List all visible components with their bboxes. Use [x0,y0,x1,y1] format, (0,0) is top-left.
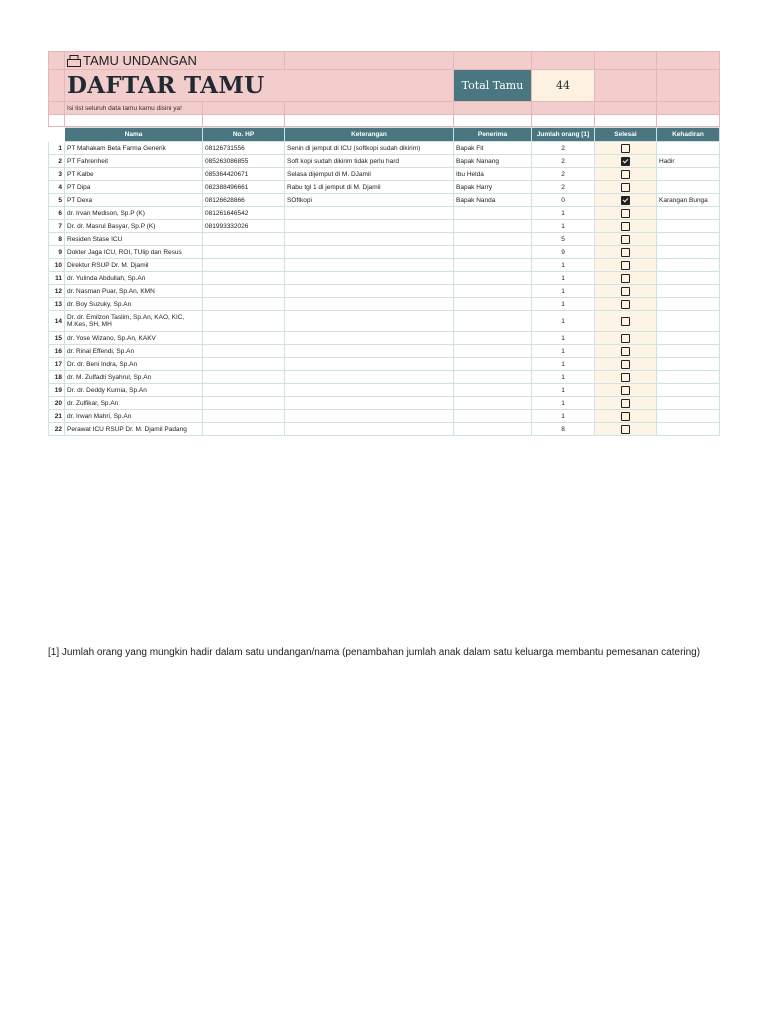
cell-no-hp[interactable] [203,384,285,397]
selesai-checkbox[interactable] [621,360,630,369]
cell-selesai [595,423,657,436]
row-number: 2 [49,155,65,168]
cell-nama[interactable]: dr. Nasman Puar, Sp.An, KMN [65,285,203,298]
cell-selesai [595,410,657,423]
cell-selesai [595,285,657,298]
cell-penerima[interactable] [454,358,532,371]
row-number: 17 [49,358,65,371]
cell-nama[interactable]: Dr. dr. Beni Indra, Sp.An [65,358,203,371]
table-row [49,332,720,345]
cell-keterangan[interactable] [285,311,454,332]
table-row [49,194,720,207]
cell-kehadiran[interactable] [657,272,720,285]
row-number: 12 [49,285,65,298]
row-number: 9 [49,246,65,259]
cell-penerima[interactable] [454,397,532,410]
cell-kehadiran[interactable] [657,298,720,311]
cell-selesai [595,371,657,384]
selesai-checkbox[interactable] [621,287,630,296]
column-header-kehadiran[interactable]: Kehadiran [657,128,720,142]
row-number: 21 [49,410,65,423]
cell-jumlah-orang[interactable]: 1 [532,358,595,371]
cell-selesai [595,207,657,220]
table-header-row [49,128,720,142]
table-row [49,220,720,233]
cell-keterangan[interactable] [285,259,454,272]
table-row [49,397,720,410]
cell-nama[interactable]: PT Mahakam Beta Farma Generik [65,142,203,155]
cell-keterangan[interactable] [285,423,454,436]
row-number: 11 [49,272,65,285]
cell-keterangan[interactable] [285,410,454,423]
cell-no-hp[interactable] [203,272,285,285]
cell-jumlah-orang[interactable]: 1 [532,345,595,358]
cell-penerima[interactable] [454,220,532,233]
cell-no-hp[interactable] [203,233,285,246]
row-number: 15 [49,332,65,345]
cell-penerima[interactable]: Bapak Nanang [454,155,532,168]
cell-keterangan[interactable] [285,207,454,220]
header-grid [48,51,720,127]
selesai-checkbox[interactable] [621,386,630,395]
table-row [49,207,720,220]
cell-selesai [595,345,657,358]
cell-jumlah-orang[interactable]: 1 [532,220,595,233]
cell-selesai [595,298,657,311]
total-tamu-value[interactable]: 44 [532,70,595,102]
cell-keterangan[interactable]: Soft kopi sudah dikirim tidak perlu hard [285,155,454,168]
selesai-checkbox[interactable] [621,209,630,218]
cell-penerima[interactable] [454,345,532,358]
cell-no-hp[interactable]: 081993332026 [203,220,285,233]
cell-no-hp[interactable]: 081261646542 [203,207,285,220]
cell-nama[interactable]: PT Dexa [65,194,203,207]
selesai-checkbox[interactable] [621,373,630,382]
cell-kehadiran[interactable]: Karangan Bunga [657,194,720,207]
cell-no-hp[interactable]: 08126628866 [203,194,285,207]
row-number: 22 [49,423,65,436]
cell-keterangan[interactable] [285,298,454,311]
row-number: 1 [49,142,65,155]
cell-no-hp[interactable] [203,371,285,384]
selesai-checkbox[interactable] [621,157,630,166]
selesai-checkbox[interactable] [621,196,630,205]
selesai-checkbox[interactable] [621,399,630,408]
cell-kehadiran[interactable] [657,142,720,155]
cell-kehadiran[interactable] [657,233,720,246]
cell-selesai [595,246,657,259]
table-row [49,298,720,311]
column-header-no-hp[interactable]: No. HP [203,128,285,142]
cell-jumlah-orang[interactable]: 1 [532,285,595,298]
cell-jumlah-orang[interactable]: 1 [532,311,595,332]
table-row [49,345,720,358]
cell-penerima[interactable] [454,246,532,259]
footnote: [1] Jumlah orang yang mungkin hadir dalam satu undangan/nama (penambahan jumlah anak dalam satu keluarga membantu pemesanan catering) [48,647,701,658]
cell-selesai [595,220,657,233]
cell-nama[interactable]: Dr. dr. Emilzon Taslim, Sp.An, KAO, KIC, M.Kes, SH, MH [65,311,203,332]
cell-no-hp[interactable] [203,397,285,410]
cell-jumlah-orang[interactable]: 1 [532,272,595,285]
table-row [49,168,720,181]
table-row [49,233,720,246]
cell-selesai [595,358,657,371]
cell-nama[interactable]: Direktur RSUP Dr. M. Djamil [65,259,203,272]
selesai-checkbox[interactable] [621,235,630,244]
guest-table [48,127,720,436]
cell-penerima[interactable] [454,332,532,345]
row-number: 6 [49,207,65,220]
cell-nama[interactable]: Dr. dr. Deddy Kurnia, Sp.An [65,384,203,397]
cell-nama[interactable]: PT Fahrenheit [65,155,203,168]
table-row [49,285,720,298]
page-title: DAFTAR TAMU [65,70,454,102]
cell-jumlah-orang[interactable]: 1 [532,371,595,384]
cell-keterangan[interactable] [285,397,454,410]
selesai-checkbox[interactable] [621,317,630,326]
cell-no-hp[interactable] [203,332,285,345]
table-row [49,311,720,332]
cell-kehadiran[interactable] [657,207,720,220]
cell-no-hp[interactable] [203,311,285,332]
cell-selesai [595,168,657,181]
cell-kehadiran[interactable] [657,259,720,272]
table-row [49,371,720,384]
cell-penerima[interactable] [454,285,532,298]
printer-icon [67,55,81,67]
cell-penerima[interactable] [454,410,532,423]
cell-kehadiran[interactable]: Hadir [657,155,720,168]
cell-kehadiran[interactable] [657,168,720,181]
selesai-checkbox[interactable] [621,248,630,257]
table-row [49,259,720,272]
cell-no-hp[interactable] [203,298,285,311]
cell-jumlah-orang[interactable]: 5 [532,233,595,246]
cell-keterangan[interactable] [285,272,454,285]
cell-penerima[interactable]: Ibu Helda [454,168,532,181]
cell-no-hp[interactable] [203,345,285,358]
cell-penerima[interactable] [454,371,532,384]
cell-selesai [595,142,657,155]
selesai-checkbox[interactable] [621,183,630,192]
cell-penerima[interactable]: Bapak Fit [454,142,532,155]
cell-no-hp[interactable] [203,246,285,259]
cell-jumlah-orang[interactable]: 1 [532,410,595,423]
cell-keterangan[interactable] [285,246,454,259]
cell-selesai [595,397,657,410]
cell-selesai [595,233,657,246]
selesai-checkbox[interactable] [621,300,630,309]
cell-keterangan[interactable]: SOftkopi [285,194,454,207]
selesai-checkbox[interactable] [621,170,630,179]
cell-no-hp[interactable] [203,285,285,298]
table-row [49,181,720,194]
row-number: 18 [49,371,65,384]
cell-kehadiran[interactable] [657,181,720,194]
cell-keterangan[interactable] [285,345,454,358]
row-number: 10 [49,259,65,272]
cell-jumlah-orang[interactable]: 2 [532,155,595,168]
cell-nama[interactable]: dr. Boy Suzuky, Sp.An [65,298,203,311]
cell-selesai [595,311,657,332]
cell-penerima[interactable] [454,298,532,311]
cell-jumlah-orang[interactable]: 8 [532,423,595,436]
selesai-checkbox[interactable] [621,334,630,343]
selesai-checkbox[interactable] [621,412,630,421]
selesai-checkbox[interactable] [621,222,630,231]
cell-jumlah-orang[interactable]: 2 [532,168,595,181]
cell-no-hp[interactable]: 085364420671 [203,168,285,181]
row-number: 8 [49,233,65,246]
row-number: 7 [49,220,65,233]
cell-kehadiran[interactable] [657,371,720,384]
row-number: 4 [49,181,65,194]
cell-no-hp[interactable] [203,259,285,272]
cell-nama[interactable]: dr. Yulinda Abdullah, Sp.An [65,272,203,285]
selesai-checkbox[interactable] [621,347,630,356]
cell-keterangan[interactable]: Selasa dijemput di M. DJamil [285,168,454,181]
cell-penerima[interactable] [454,311,532,332]
cell-jumlah-orang[interactable]: 1 [532,332,595,345]
cell-selesai [595,332,657,345]
cell-kehadiran[interactable] [657,358,720,371]
cell-nama[interactable]: Dokter Jaga ICU, ROI, TUlip dan Resus [65,246,203,259]
cell-kehadiran[interactable] [657,311,720,332]
cell-keterangan[interactable] [285,384,454,397]
sheet-label-text: TAMU UNDANGAN [83,53,197,68]
selesai-checkbox[interactable] [621,274,630,283]
total-tamu-label: Total Tamu [454,70,532,102]
cell-jumlah-orang[interactable]: 0 [532,194,595,207]
cell-nama[interactable]: Dr. dr. Masrul Basyar, Sp.P (K) [65,220,203,233]
spreadsheet [48,51,719,436]
cell-nama[interactable]: PT Kalbe [65,168,203,181]
cell-keterangan[interactable] [285,220,454,233]
table-row [49,155,720,168]
table-row [49,272,720,285]
column-header-keterangan[interactable]: Keterangan [285,128,454,142]
column-header-penerima[interactable]: Penerima [454,128,532,142]
cell-nama[interactable]: dr. Zulfikar, Sp.An [65,397,203,410]
cell-penerima[interactable] [454,423,532,436]
table-row [49,384,720,397]
row-number: 13 [49,298,65,311]
cell-kehadiran[interactable] [657,423,720,436]
cell-no-hp[interactable]: 085263086855 [203,155,285,168]
cell-jumlah-orang[interactable]: 1 [532,259,595,272]
column-header-jumlah-orang[interactable]: Jumlah orang [1] [532,128,595,142]
hint-text: Isi list seluruh data tamu kamu disini ya! [65,102,203,115]
row-number: 16 [49,345,65,358]
cell-nama[interactable]: Perawat ICU RSUP Dr. M. Djamil Padang [65,423,203,436]
cell-kehadiran[interactable] [657,397,720,410]
cell-penerima[interactable]: Bapak Nanda [454,194,532,207]
cell-keterangan[interactable]: Rabu tgl 1 di jemput di M. Djamil [285,181,454,194]
cell-nama[interactable]: PT Dipa [65,181,203,194]
cell-jumlah-orang[interactable]: 1 [532,207,595,220]
cell-nama[interactable]: dr. Irwan Mahri, Sp.An [65,410,203,423]
cell-no-hp[interactable]: 08126731556 [203,142,285,155]
cell-keterangan[interactable] [285,233,454,246]
table-row [49,410,720,423]
cell-nama[interactable]: dr. Rinal Effendi, Sp.An [65,345,203,358]
cell-penerima[interactable] [454,272,532,285]
sheet-label [65,52,285,70]
cell-selesai [595,272,657,285]
cell-kehadiran[interactable] [657,332,720,345]
cell-nama[interactable]: dr. Yose Wizano, Sp.An, KAKV [65,332,203,345]
cell-nama[interactable]: dr. Irvan Medison, Sp.P (K) [65,207,203,220]
cell-penerima[interactable] [454,207,532,220]
cell-jumlah-orang[interactable]: 1 [532,384,595,397]
cell-kehadiran[interactable] [657,246,720,259]
cell-kehadiran[interactable] [657,410,720,423]
cell-jumlah-orang[interactable]: 1 [532,397,595,410]
cell-penerima[interactable]: Bapak Harry [454,181,532,194]
column-header-selesai[interactable]: Selesai [595,128,657,142]
cell-penerima[interactable] [454,384,532,397]
row-number: 5 [49,194,65,207]
cell-no-hp[interactable]: 082388496661 [203,181,285,194]
cell-selesai [595,259,657,272]
cell-keterangan[interactable] [285,358,454,371]
cell-kehadiran[interactable] [657,384,720,397]
selesai-checkbox[interactable] [621,261,630,270]
cell-selesai [595,384,657,397]
cell-selesai [595,155,657,168]
table-row [49,142,720,155]
cell-penerima[interactable] [454,259,532,272]
selesai-checkbox[interactable] [621,144,630,153]
cell-no-hp[interactable] [203,410,285,423]
cell-no-hp[interactable] [203,358,285,371]
cell-no-hp[interactable] [203,423,285,436]
selesai-checkbox[interactable] [621,425,630,434]
cell-keterangan[interactable] [285,332,454,345]
cell-jumlah-orang[interactable]: 2 [532,142,595,155]
cell-jumlah-orang[interactable]: 9 [532,246,595,259]
cell-kehadiran[interactable] [657,345,720,358]
table-row [49,358,720,371]
table-row [49,246,720,259]
column-header-nama[interactable]: Nama [65,128,203,142]
row-number: 20 [49,397,65,410]
cell-nama[interactable]: Residen Stase ICU [65,233,203,246]
cell-jumlah-orang[interactable]: 2 [532,181,595,194]
cell-keterangan[interactable] [285,371,454,384]
row-number: 14 [49,311,65,332]
cell-penerima[interactable] [454,233,532,246]
cell-nama[interactable]: dr. M. Zulfadli Syahrul, Sp.An [65,371,203,384]
cell-kehadiran[interactable] [657,285,720,298]
cell-selesai [595,194,657,207]
cell-kehadiran[interactable] [657,220,720,233]
row-number: 19 [49,384,65,397]
cell-keterangan[interactable]: Senin di jemput di ICU (softkopi sudah dikirim) [285,142,454,155]
cell-keterangan[interactable] [285,285,454,298]
cell-jumlah-orang[interactable]: 1 [532,298,595,311]
table-row [49,423,720,436]
row-number: 3 [49,168,65,181]
cell-selesai [595,181,657,194]
